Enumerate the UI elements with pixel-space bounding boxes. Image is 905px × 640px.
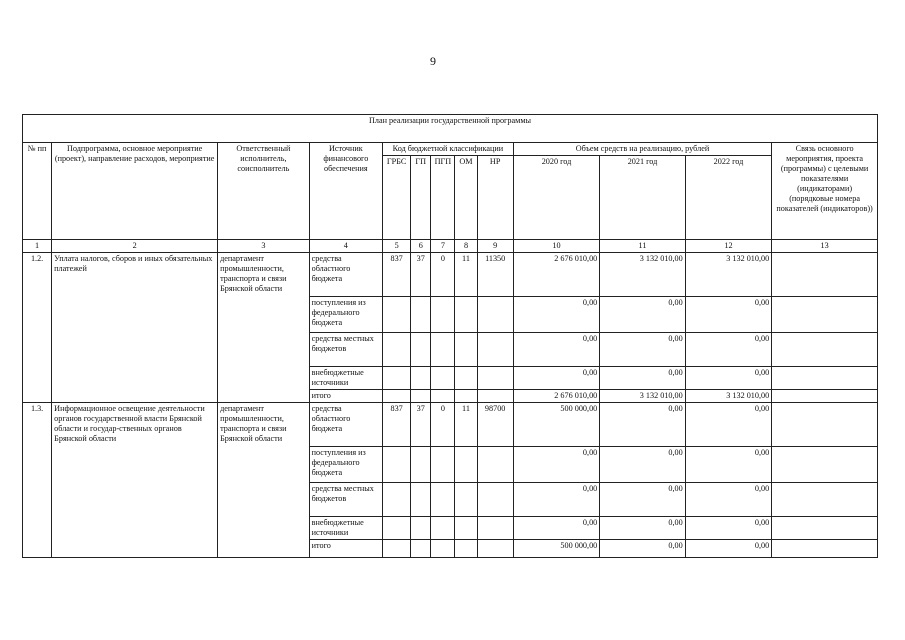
amount-2020: 2 676 010,00: [513, 253, 599, 297]
amount-2020: 500 000,00: [513, 403, 599, 447]
amount-2020: 0,00: [513, 367, 599, 390]
entry-responsible: департамент промышленности, транспорта и связи Брянской области: [218, 253, 310, 403]
code-nr: [477, 517, 513, 540]
funding-source: средства местных бюджетов: [309, 483, 382, 517]
entry-responsible: департамент промышленности, транспорта и связи Брянской области: [218, 403, 310, 558]
code-grbs: [383, 447, 411, 483]
code-om: [455, 540, 477, 558]
column-number-row: [23, 240, 878, 253]
code-pgp: [431, 483, 455, 517]
code-pgp: [431, 367, 455, 390]
column-number: 11: [600, 240, 685, 253]
header-grbs: ГРБС: [383, 156, 411, 240]
amount-2020: 0,00: [513, 483, 599, 517]
funding-source: поступления из федерального бюджета: [309, 447, 382, 483]
code-gp: [411, 517, 431, 540]
amount-2022: 3 132 010,00: [685, 253, 771, 297]
amount-2022: 0,00: [685, 333, 771, 367]
program-plan-table: [22, 114, 878, 558]
indicator-link: [772, 367, 878, 390]
code-pgp: 0: [431, 253, 455, 297]
code-nr: [477, 390, 513, 403]
code-grbs: [383, 540, 411, 558]
code-gp: [411, 447, 431, 483]
header-source: Источник финансового обеспечения: [309, 143, 382, 240]
column-number: 6: [411, 240, 431, 253]
header-volume: Объем средств на реализацию, рублей: [513, 143, 771, 156]
code-grbs: [383, 517, 411, 540]
code-nr: [477, 540, 513, 558]
header-no: № пп: [23, 143, 52, 240]
entry-number: 1.3.: [23, 403, 52, 558]
code-pgp: [431, 297, 455, 333]
table-row: [23, 253, 878, 297]
code-om: 11: [455, 403, 477, 447]
header-gp: ГП: [411, 156, 431, 240]
amount-2022: 0,00: [685, 483, 771, 517]
amount-2022: 0,00: [685, 403, 771, 447]
code-pgp: [431, 517, 455, 540]
code-pgp: [431, 390, 455, 403]
indicator-link: [772, 390, 878, 403]
page-number: 9: [430, 54, 436, 68]
column-number: 4: [309, 240, 382, 253]
column-number: 10: [513, 240, 599, 253]
amount-2021: 0,00: [600, 403, 685, 447]
indicator-link: [772, 297, 878, 333]
code-gp: 37: [411, 403, 431, 447]
table-title: План реализации государственной программы: [23, 115, 878, 143]
code-gp: [411, 367, 431, 390]
amount-2021: 0,00: [600, 297, 685, 333]
amount-2020: 0,00: [513, 333, 599, 367]
funding-source: итого: [309, 540, 382, 558]
code-gp: [411, 297, 431, 333]
amount-2021: 0,00: [600, 447, 685, 483]
funding-source: средства местных бюджетов: [309, 333, 382, 367]
code-nr: [477, 483, 513, 517]
column-number: 1: [23, 240, 52, 253]
indicator-link: [772, 517, 878, 540]
funding-source: внебюджетные источники: [309, 367, 382, 390]
header-link: Связь основного мероприятия, проекта (программы) с целевыми показателями (индикаторами) (порядковые номера показателей (индикаторов)): [772, 143, 878, 240]
column-number: 2: [52, 240, 218, 253]
code-nr: [477, 333, 513, 367]
entry-name: Уплата налогов, сборов и иных обязательных платежей: [52, 253, 218, 403]
code-om: [455, 367, 477, 390]
header-nr: НР: [477, 156, 513, 240]
indicator-link: [772, 447, 878, 483]
code-grbs: [383, 297, 411, 333]
funding-source: средства областного бюджета: [309, 253, 382, 297]
indicator-link: [772, 403, 878, 447]
column-number: 5: [383, 240, 411, 253]
funding-source: поступления из федерального бюджета: [309, 297, 382, 333]
code-nr: [477, 367, 513, 390]
code-om: 11: [455, 253, 477, 297]
entry-name: Информационное освещение деятельности органов государственной власти Брянской области и государ-ственных органов Брянской области: [52, 403, 218, 558]
amount-2021: 3 132 010,00: [600, 390, 685, 403]
amount-2021: 0,00: [600, 333, 685, 367]
amount-2021: 0,00: [600, 540, 685, 558]
code-gp: [411, 333, 431, 367]
amount-2022: 3 132 010,00: [685, 390, 771, 403]
code-grbs: [383, 483, 411, 517]
code-pgp: [431, 333, 455, 367]
code-pgp: 0: [431, 403, 455, 447]
indicator-link: [772, 333, 878, 367]
amount-2022: 0,00: [685, 367, 771, 390]
code-gp: [411, 390, 431, 403]
column-number: 9: [477, 240, 513, 253]
amount-2022: 0,00: [685, 517, 771, 540]
indicator-link: [772, 253, 878, 297]
header-budget-code: Код бюджетной классификации: [383, 143, 514, 156]
header-om: ОМ: [455, 156, 477, 240]
funding-source: средства областного бюджета: [309, 403, 382, 447]
code-pgp: [431, 447, 455, 483]
amount-2022: 0,00: [685, 540, 771, 558]
code-nr: [477, 297, 513, 333]
header-pgp: ПГП: [431, 156, 455, 240]
funding-source: внебюджетные источники: [309, 517, 382, 540]
header-2022: 2022 год: [685, 156, 771, 240]
code-gp: [411, 540, 431, 558]
code-om: [455, 483, 477, 517]
code-nr: [477, 447, 513, 483]
code-om: [455, 517, 477, 540]
amount-2020: 2 676 010,00: [513, 390, 599, 403]
header-responsible: Ответственный исполнитель, соисполнитель: [218, 143, 310, 240]
amount-2021: 3 132 010,00: [600, 253, 685, 297]
entry-number: 1.2.: [23, 253, 52, 403]
code-grbs: 837: [383, 253, 411, 297]
code-gp: [411, 483, 431, 517]
code-om: [455, 447, 477, 483]
amount-2020: 500 000,00: [513, 540, 599, 558]
header-subprogram: Подпрограмма, основное мероприятие (проект), направление расходов, мероприятие: [52, 143, 218, 240]
column-number: 12: [685, 240, 771, 253]
code-grbs: [383, 367, 411, 390]
code-om: [455, 390, 477, 403]
code-nr: 98700: [477, 403, 513, 447]
table-row: [23, 403, 878, 447]
code-grbs: [383, 333, 411, 367]
code-nr: 11350: [477, 253, 513, 297]
column-number: 7: [431, 240, 455, 253]
column-number: 8: [455, 240, 477, 253]
amount-2022: 0,00: [685, 447, 771, 483]
code-pgp: [431, 540, 455, 558]
code-om: [455, 297, 477, 333]
amount-2021: 0,00: [600, 483, 685, 517]
amount-2020: 0,00: [513, 297, 599, 333]
code-grbs: [383, 390, 411, 403]
header-2021: 2021 год: [600, 156, 685, 240]
indicator-link: [772, 540, 878, 558]
code-grbs: 837: [383, 403, 411, 447]
amount-2021: 0,00: [600, 367, 685, 390]
code-om: [455, 333, 477, 367]
indicator-link: [772, 483, 878, 517]
code-gp: 37: [411, 253, 431, 297]
header-2020: 2020 год: [513, 156, 599, 240]
amount-2020: 0,00: [513, 447, 599, 483]
amount-2022: 0,00: [685, 297, 771, 333]
column-number: 3: [218, 240, 310, 253]
column-number: 13: [772, 240, 878, 253]
amount-2020: 0,00: [513, 517, 599, 540]
funding-source: итого: [309, 390, 382, 403]
amount-2021: 0,00: [600, 517, 685, 540]
